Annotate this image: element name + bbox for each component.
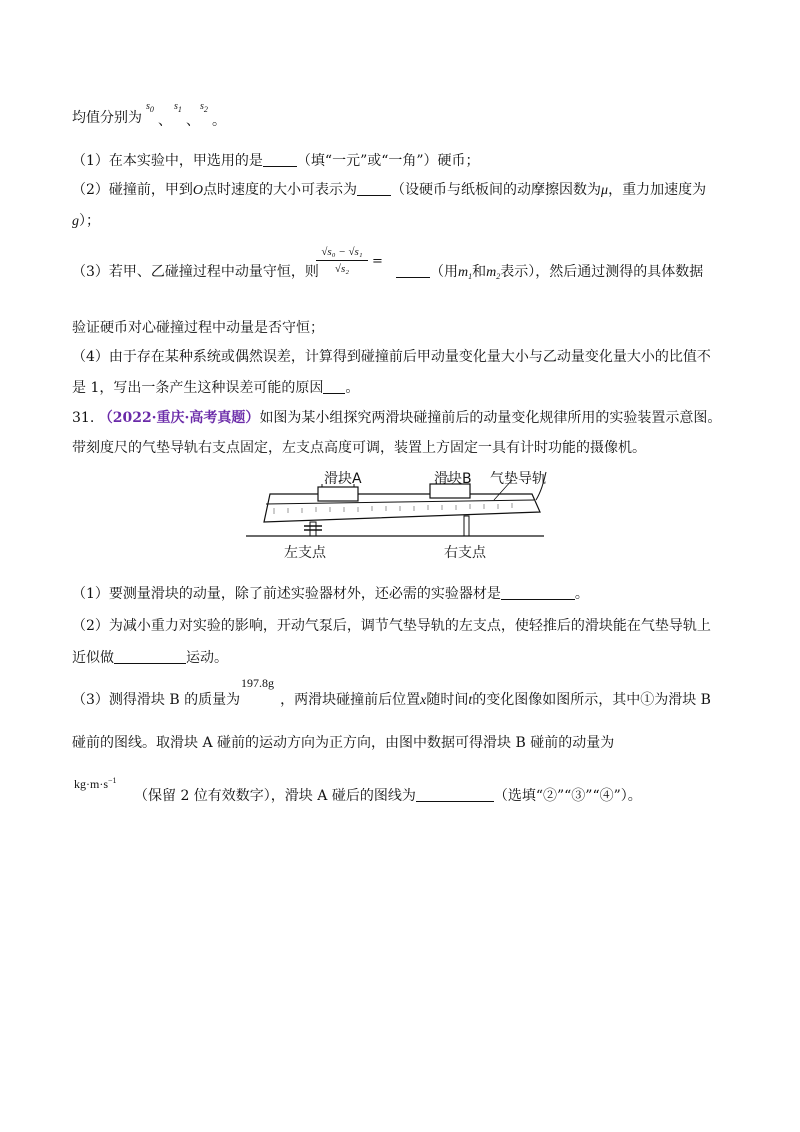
- period: 。: [212, 113, 226, 129]
- text: （2）为减小重力对实验的影响，开动气泵后，调节气垫导轨的左支点，使轻推后的滑块能在气垫导轨上: [72, 618, 711, 634]
- symbol-x: x: [420, 693, 427, 708]
- text: 碰前的图线。取滑块 A 碰前的运动方向为正方向，由图中数据可得滑块 B 碰前的动量为: [72, 735, 615, 751]
- track-top-edge: [266, 500, 534, 504]
- text: （用: [430, 264, 458, 280]
- subquestion-3-cont: [72, 733, 614, 753]
- answer-blank: [396, 263, 430, 278]
- text: ，两滑块碰撞前后位置: [280, 692, 421, 708]
- slider-a: [318, 487, 358, 501]
- fraction-expression: [316, 246, 368, 275]
- answer-blank: [114, 649, 186, 664]
- text: 带刻度尺的气垫导轨右支点固定，左支点高度可调，装置上方固定一具有计时功能的摄像机。: [72, 440, 646, 456]
- symbol-s1: $s_1$: [174, 101, 182, 114]
- text: （3）测得滑块 B 的质量为: [72, 692, 241, 708]
- text: （4）由于存在某种系统或偶然误差，计算得到碰撞前后甲动量变化量大小与乙动量变化量大小的比值不: [72, 349, 711, 365]
- question-2-cont: [72, 211, 100, 232]
- separator: 、: [186, 113, 200, 129]
- text: ，重力加速度为: [608, 182, 707, 198]
- text: 随时间: [426, 692, 469, 708]
- symbol-t: t: [468, 693, 473, 708]
- text-line-means: [72, 108, 142, 128]
- subquestion-1: [72, 584, 589, 604]
- text: 验证硬币对心碰撞过程中动量是否守恒；: [72, 320, 324, 336]
- equals-sign: =: [372, 254, 383, 269]
- momentum-unit: $kg\cdot m\cdot s^{-1}$: [74, 776, 117, 791]
- text: （填“一元”或“一角”）硬币；: [296, 153, 480, 169]
- air-track: [264, 494, 540, 522]
- question-1: [72, 151, 480, 171]
- problem-number: 31.: [72, 410, 95, 426]
- text: 是 1，写出一条产生这种误差可能的原因: [72, 380, 324, 396]
- text: ）；: [79, 213, 100, 229]
- subquestion-3-end: [134, 786, 642, 806]
- text: 。: [574, 586, 589, 602]
- answer-blank: [416, 787, 494, 802]
- subquestion-2: [72, 616, 711, 636]
- subquestion-3: [72, 690, 711, 711]
- answer-blank: [501, 585, 575, 600]
- ruler-scale: [274, 503, 512, 514]
- fraction-denominator: √s₂: [334, 263, 350, 275]
- fraction-numerator: √s₀ − √s₁: [321, 246, 363, 258]
- text: 如图为某小组探究两滑块碰撞前后的动量变化规律所用的实验装置示意图。: [259, 410, 722, 426]
- left-support-label: 左支点: [284, 545, 326, 561]
- question-4: [72, 347, 711, 367]
- text: 近似做: [72, 650, 114, 666]
- text: （保留 2 位有效数字），滑块 A 碰后的图线为: [134, 788, 416, 804]
- text: 运动。: [186, 650, 228, 666]
- text: （1）在本实验中，甲选用的是: [72, 153, 263, 169]
- answer-blank: [263, 152, 297, 167]
- question-2: [72, 180, 706, 201]
- text: 点时速度的大小可表示为: [203, 182, 358, 198]
- slider-b-label: 滑块B: [434, 471, 472, 487]
- text: （选填“②”“③”“④”）。: [493, 788, 642, 804]
- question-4-cont: [72, 378, 359, 398]
- symbol-g: g: [72, 214, 79, 229]
- symbol-m1: $m_1$: [458, 265, 473, 281]
- air-track-label: 气垫导轨: [490, 471, 546, 487]
- question-3: [72, 262, 319, 282]
- symbol-mu: μ: [601, 183, 609, 198]
- answer-blank: [357, 181, 391, 196]
- text: （设硬币与纸板间的动摩擦因数为: [391, 182, 602, 198]
- right-support-label: 右支点: [444, 545, 486, 561]
- text: （1）要测量滑块的动量，除了前述实验器材外，还必需的实验器材是: [72, 586, 501, 602]
- left-support: [310, 522, 316, 536]
- text: 。: [345, 380, 360, 396]
- problem-31-header: [72, 408, 721, 428]
- question-3-cont: [72, 318, 324, 338]
- symbol-s2: $s_2$: [200, 101, 208, 114]
- question-3-tail: [396, 262, 703, 287]
- problem-source: （2022·重庆·高考真题）: [98, 410, 260, 426]
- problem-31-text: [72, 438, 646, 458]
- mass-value: 197.8g: [241, 676, 274, 690]
- subquestion-2-cont: [72, 648, 228, 668]
- apparatus-figure: [244, 460, 554, 572]
- text: 的变化图像如图所示，其中①为滑块 B: [472, 692, 711, 708]
- right-support: [464, 516, 469, 536]
- symbol-s0: $s_0$: [146, 101, 154, 114]
- fraction-bar: [316, 260, 368, 261]
- separator: 、: [158, 113, 172, 129]
- text: 和: [472, 264, 487, 280]
- answer-blank: [323, 379, 345, 394]
- point-o: O: [192, 183, 204, 198]
- symbol-m2: $m_2$: [486, 265, 501, 281]
- text: 表示），然后通过测得的具体数据: [500, 264, 704, 280]
- text: （2）碰撞前，甲到: [72, 182, 193, 198]
- text: （3）若甲、乙碰撞过程中动量守恒，则: [72, 264, 319, 280]
- text: 均值分别为: [72, 110, 142, 126]
- slider-a-label: 滑块A: [324, 471, 362, 487]
